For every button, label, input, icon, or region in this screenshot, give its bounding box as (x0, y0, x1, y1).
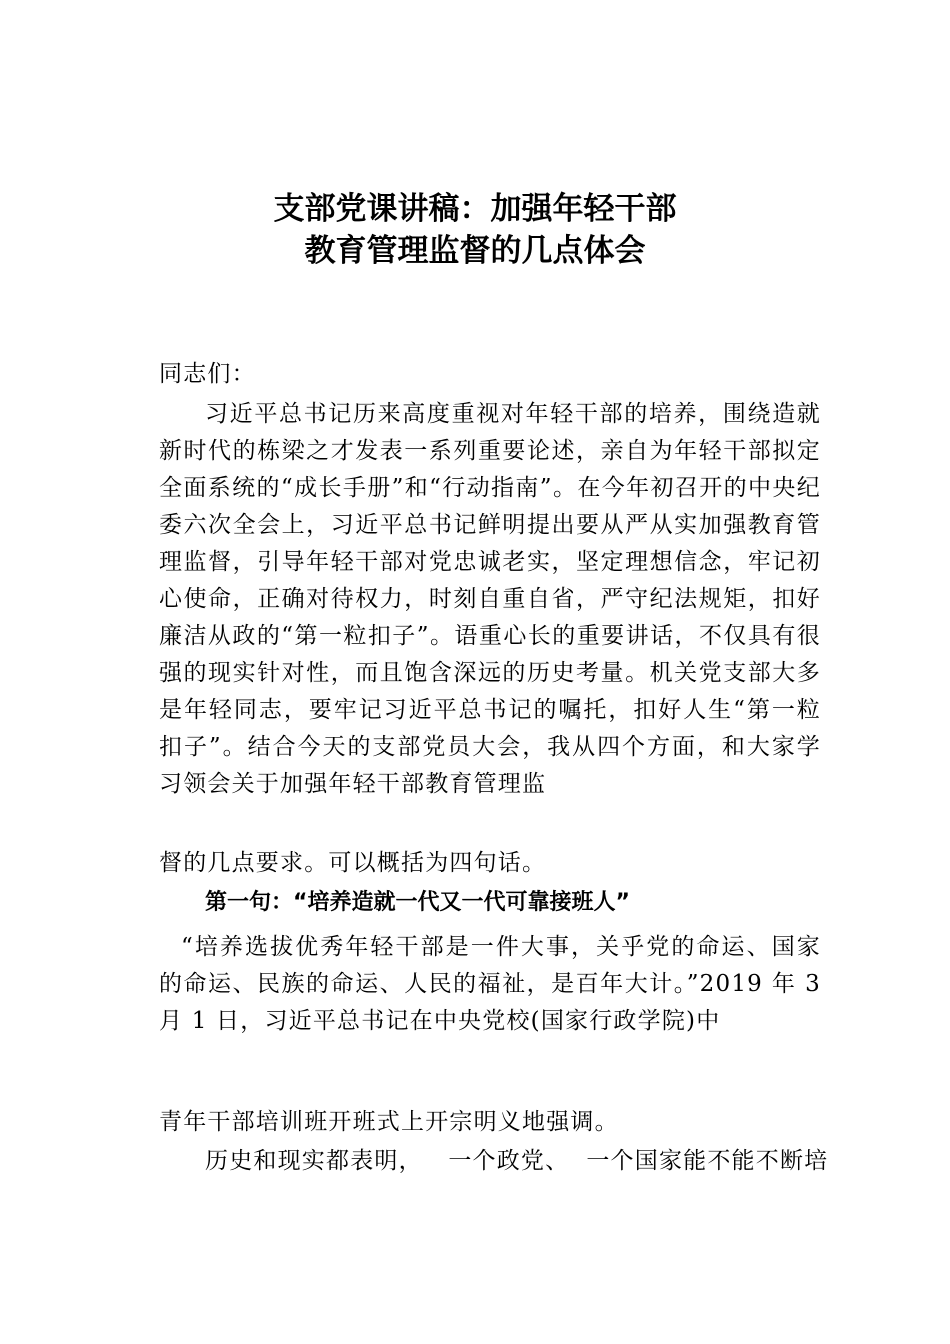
paragraph-1-tail: 督的几点要求。可以概括为四句话。 (159, 850, 547, 876)
paragraph-1: 习近平总书记历来高度重视对年轻干部的培养，围绕造就新时代的栋梁之才发表一系列重要论述，亲自为年轻干部拟定全面系统的“成长手册”和“行动指南”。在今年初召开的中央纪委六次全会上，习近平总书记鲜明提出要从严从实加强教育管理监督，引导年轻干部对党忠诚老实，坚定理想信念，牢记初心使命，正确对待权力，时刻自重自省，严守纪法规矩，扣好廉洁从政的“第一粒扣子”。语重心长的重要讲话，不仅具有很强的现实针对性，而且饱含深远的历史考量。机关党支部大多是年轻同志，要牢记习近平总书记的嘱托，扣好人生“第一粒扣子”。结合今天的支部党员大会，我从四个方面，和大家学习领会关于加强年轻干部教育管理监 (159, 401, 821, 797)
title-line-2: 教育管理监督的几点体会 (304, 233, 646, 269)
salutation: 同志们： (159, 361, 256, 387)
paragraph-3: 历史和现实都表明， 一个政党、 一个国家能不能不断培 (205, 1148, 829, 1174)
section-heading-1: 第一句：“培养造就一代又一代可靠接班人” (205, 890, 630, 915)
title-line-1: 支部党课讲稿：加强年轻干部 (273, 191, 677, 227)
document-title (0, 188, 950, 272)
paragraph-2: “培养选拔优秀年轻干部是一件大事，关乎党的命运、国家的命运、民族的命运、人民的福祉，是百年大计。”2019 年 3 月 1 日，习近平总书记在中央党校(国家行政学院)中 (159, 934, 821, 1034)
paragraph-2-tail: 青年干部培训班开班式上开宗明义地强调。 (159, 1109, 619, 1135)
